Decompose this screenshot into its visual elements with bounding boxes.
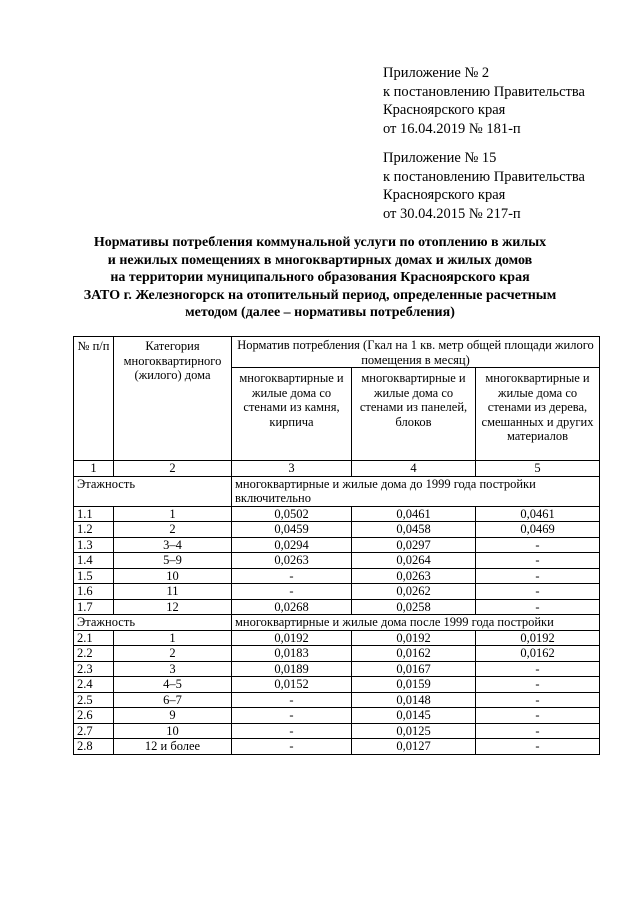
table-row bbox=[74, 723, 600, 739]
table-row bbox=[74, 692, 600, 708]
title-line: методом (далее – нормативы потребления) bbox=[185, 305, 455, 320]
value-stone: - bbox=[232, 708, 352, 724]
column-number: 4 bbox=[352, 461, 476, 477]
value-wood: - bbox=[476, 599, 600, 615]
value-stone: - bbox=[232, 739, 352, 755]
value-panel: 0,0125 bbox=[352, 723, 476, 739]
section-header-row bbox=[74, 615, 600, 631]
header-category: Категория многоквартирного (жилого) дома bbox=[114, 337, 232, 461]
appendix-1-line: Красноярского края bbox=[383, 102, 506, 118]
row-category: 11 bbox=[114, 584, 232, 600]
appendix-2-line: Приложение № 15 bbox=[383, 150, 497, 166]
value-panel: 0,0264 bbox=[352, 553, 476, 569]
row-number: 1.5 bbox=[74, 568, 114, 584]
row-number: 1.6 bbox=[74, 584, 114, 600]
row-category: 12 bbox=[114, 599, 232, 615]
value-panel: 0,0159 bbox=[352, 677, 476, 693]
row-category: 1 bbox=[114, 506, 232, 522]
table-row bbox=[74, 584, 600, 600]
value-wood: 0,0469 bbox=[476, 522, 600, 538]
row-number: 2.1 bbox=[74, 630, 114, 646]
appendix-1-line: к постановлению Правительства bbox=[383, 83, 585, 100]
section-description: многоквартирные и жилые дома после 1999 года постройки bbox=[232, 615, 600, 631]
table-row bbox=[74, 522, 600, 538]
table-row bbox=[74, 677, 600, 693]
row-number: 2.2 bbox=[74, 646, 114, 662]
value-stone: 0,0459 bbox=[232, 522, 352, 538]
column-number: 2 bbox=[114, 461, 232, 477]
value-panel: 0,0258 bbox=[352, 599, 476, 615]
row-number: 1.7 bbox=[74, 599, 114, 615]
appendix-2-line: к постановлению Правительства bbox=[383, 168, 585, 185]
value-wood: - bbox=[476, 723, 600, 739]
row-category: 2 bbox=[114, 522, 232, 538]
value-wood: 0,0162 bbox=[476, 646, 600, 662]
value-wood: - bbox=[476, 661, 600, 677]
appendix-2-line: от 30.04.2015 № 217-п bbox=[383, 205, 521, 222]
header-col-stone: многоквартирные и жилые дома со стенами из камня, кирпича bbox=[232, 368, 352, 461]
row-number: 2.6 bbox=[74, 708, 114, 724]
row-category: 10 bbox=[114, 568, 232, 584]
value-wood: - bbox=[476, 584, 600, 600]
table-row bbox=[74, 739, 600, 755]
value-wood: - bbox=[476, 677, 600, 693]
appendix-block-2 bbox=[383, 149, 633, 223]
row-number: 1.2 bbox=[74, 522, 114, 538]
value-stone: 0,0192 bbox=[232, 630, 352, 646]
value-wood: - bbox=[476, 568, 600, 584]
table-row bbox=[74, 708, 600, 724]
value-wood: 0,0461 bbox=[476, 506, 600, 522]
table-row bbox=[74, 661, 600, 677]
row-number: 2.8 bbox=[74, 739, 114, 755]
row-category: 3–4 bbox=[114, 537, 232, 553]
table-row bbox=[74, 537, 600, 553]
value-stone: - bbox=[232, 568, 352, 584]
value-stone: 0,0268 bbox=[232, 599, 352, 615]
norms-table bbox=[73, 336, 600, 755]
document-title bbox=[60, 234, 580, 322]
row-number: 2.5 bbox=[74, 692, 114, 708]
value-stone: 0,0294 bbox=[232, 537, 352, 553]
value-panel: 0,0192 bbox=[352, 630, 476, 646]
value-stone: 0,0263 bbox=[232, 553, 352, 569]
value-panel: 0,0262 bbox=[352, 584, 476, 600]
value-stone: 0,0189 bbox=[232, 661, 352, 677]
header-row bbox=[74, 337, 600, 368]
row-number: 2.7 bbox=[74, 723, 114, 739]
value-stone: - bbox=[232, 723, 352, 739]
column-number: 5 bbox=[476, 461, 600, 477]
value-panel: 0,0127 bbox=[352, 739, 476, 755]
value-panel: 0,0458 bbox=[352, 522, 476, 538]
appendix-2-line: Красноярского края bbox=[383, 187, 506, 203]
row-category: 4–5 bbox=[114, 677, 232, 693]
table-row bbox=[74, 568, 600, 584]
value-panel: 0,0145 bbox=[352, 708, 476, 724]
appendix-block-1 bbox=[383, 64, 633, 138]
appendix-1-line: Приложение № 2 bbox=[383, 65, 490, 81]
row-number: 1.3 bbox=[74, 537, 114, 553]
value-panel: 0,0148 bbox=[352, 692, 476, 708]
column-number: 1 bbox=[74, 461, 114, 477]
section-1-body bbox=[74, 506, 600, 615]
table-row bbox=[74, 553, 600, 569]
value-panel: 0,0162 bbox=[352, 646, 476, 662]
header-norm: Норматив потребления (Гкал на 1 кв. метр общей площади жилого помещения в месяц) bbox=[232, 337, 600, 368]
title-line: Нормативы потребления коммунальной услуги по отоплению в жилых bbox=[93, 235, 547, 250]
value-stone: - bbox=[232, 692, 352, 708]
row-number: 2.4 bbox=[74, 677, 114, 693]
value-wood: - bbox=[476, 739, 600, 755]
row-category: 5–9 bbox=[114, 553, 232, 569]
value-wood: - bbox=[476, 692, 600, 708]
appendix-1-line: от 16.04.2019 № 181-п bbox=[383, 120, 521, 137]
row-category: 9 bbox=[114, 708, 232, 724]
row-category: 1 bbox=[114, 630, 232, 646]
value-wood: - bbox=[476, 553, 600, 569]
row-number: 2.3 bbox=[74, 661, 114, 677]
section-2-body bbox=[74, 630, 600, 754]
row-category: 2 bbox=[114, 646, 232, 662]
value-panel: 0,0263 bbox=[352, 568, 476, 584]
value-stone: 0,0502 bbox=[232, 506, 352, 522]
value-wood: - bbox=[476, 537, 600, 553]
header-col-panel: многоквартирные и жилые дома со стенами из панелей, блоков bbox=[352, 368, 476, 461]
value-wood: - bbox=[476, 708, 600, 724]
title-line: ЗАТО г. Железногорск на отопительный период, определенные расчетным bbox=[83, 287, 557, 303]
value-panel: 0,0167 bbox=[352, 661, 476, 677]
header-col-wood: многоквартирные и жилые дома со стенами из дерева, смешанных и других материалов bbox=[476, 368, 600, 461]
table-row bbox=[74, 630, 600, 646]
column-number: 3 bbox=[232, 461, 352, 477]
section-header-row bbox=[74, 476, 600, 506]
title-line: на территории муниципального образования Красноярского края bbox=[110, 270, 530, 285]
row-number: 1.1 bbox=[74, 506, 114, 522]
section-description: многоквартирные и жилые дома до 1999 года постройки включительно bbox=[232, 476, 600, 506]
row-category: 10 bbox=[114, 723, 232, 739]
row-category: 6–7 bbox=[114, 692, 232, 708]
value-stone: 0,0183 bbox=[232, 646, 352, 662]
value-stone: 0,0152 bbox=[232, 677, 352, 693]
table-row bbox=[74, 646, 600, 662]
header-num: № п/п bbox=[74, 337, 114, 461]
table-row bbox=[74, 599, 600, 615]
row-category: 3 bbox=[114, 661, 232, 677]
row-number: 1.4 bbox=[74, 553, 114, 569]
value-wood: 0,0192 bbox=[476, 630, 600, 646]
section-label: Этажность bbox=[74, 615, 232, 631]
title-line: и нежилых помещениях в многоквартирных домах и жилых домов bbox=[107, 252, 533, 268]
value-panel: 0,0461 bbox=[352, 506, 476, 522]
value-panel: 0,0297 bbox=[352, 537, 476, 553]
section-label: Этажность bbox=[74, 476, 232, 506]
column-number-row bbox=[74, 461, 600, 477]
row-category: 12 и более bbox=[114, 739, 232, 755]
value-stone: - bbox=[232, 584, 352, 600]
table-row bbox=[74, 506, 600, 522]
